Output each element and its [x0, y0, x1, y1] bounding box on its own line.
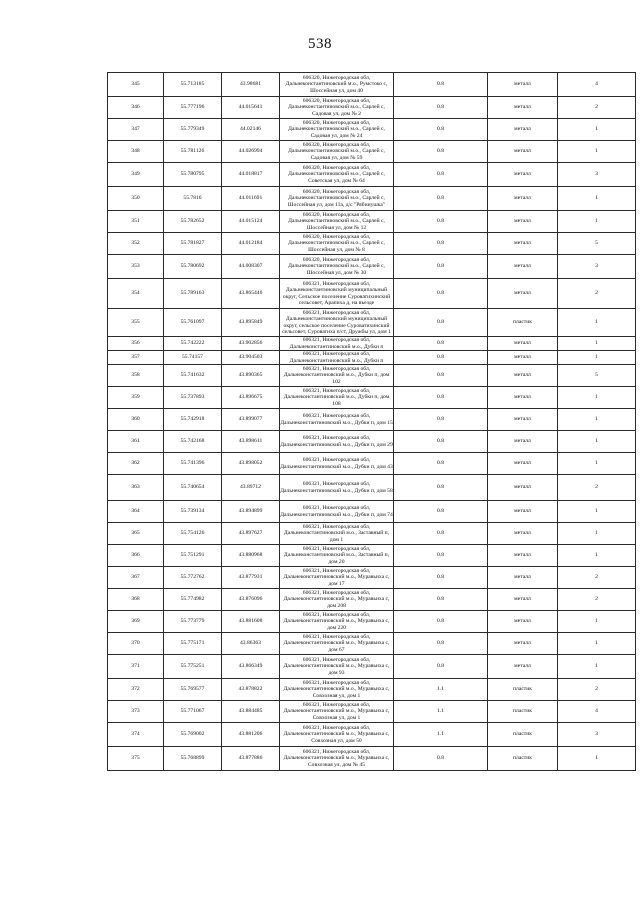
count-cell: 2 [558, 589, 636, 611]
volume-cell: 0.8 [394, 211, 488, 233]
address-cell: 606321, Нижегородская обл, Дальнеконстантиновский муниципальный округ, сельское поселение Суроватихинский сельсовет, Суроватиха п/ст, Дружбы ул, дом 1 [280, 309, 394, 337]
address-cell: 606321, Нижегородская обл, Дальнеконстантиновский м.о., Дубки п, дом 29 [280, 431, 394, 453]
latitude-cell: 55.742918 [164, 409, 222, 431]
row-number: 369 [108, 611, 164, 633]
count-cell: 5 [558, 365, 636, 387]
table-row [108, 309, 636, 337]
row-number: 364 [108, 501, 164, 523]
volume-cell: 0.8 [394, 453, 488, 475]
table-row [108, 233, 636, 255]
count-cell: 1 [558, 387, 636, 409]
count-cell: 1 [558, 545, 636, 567]
count-cell: 2 [558, 279, 636, 309]
latitude-cell: 55.742222 [164, 337, 222, 351]
longitude-cell: 44.026994 [222, 141, 280, 163]
longitude-cell: 43.98681 [222, 73, 280, 97]
latitude-cell: 55.781827 [164, 233, 222, 255]
material-cell: металл [488, 351, 558, 365]
material-cell: металл [488, 233, 558, 255]
count-cell: 2 [558, 475, 636, 501]
longitude-cell: 43.881206 [222, 723, 280, 747]
latitude-cell: 55.780692 [164, 255, 222, 279]
address-cell: 606320, Нижегородская обл, Дальнеконстантиновский м.о., Сарлей с, Советская ул, дом № 64 [280, 163, 394, 187]
address-cell: 606320, Нижегородская обл, Дальнеконстантиновский м.о., Сарлей с, Шоссейная ул, дом № 8 [280, 233, 394, 255]
material-cell: металл [488, 97, 558, 119]
latitude-cell: 55.769577 [164, 679, 222, 701]
row-number: 361 [108, 431, 164, 453]
material-cell: металл [488, 545, 558, 567]
row-number: 354 [108, 279, 164, 309]
latitude-cell: 55.780795 [164, 163, 222, 187]
longitude-cell: 43.877886 [222, 747, 280, 771]
volume-cell: 0.8 [394, 567, 488, 589]
count-cell: 2 [558, 567, 636, 589]
address-cell: 606320, Нижегородская обл, Дальнеконстантиновский м.о., Сарлей с, Шоссейная ул, дом № 12 [280, 211, 394, 233]
latitude-cell: 55.789163 [164, 279, 222, 309]
longitude-cell: 43.878822 [222, 679, 280, 701]
address-cell: 606321, Нижегородская обл, Дальнеконстантиновский м.о., Заставный п, дом 20 [280, 545, 394, 567]
address-cell: 606320, Нижегородская обл, Дальнеконстантиновский м.о., Сарлей с, Садовая ул, дом № 24 [280, 119, 394, 141]
table-row [108, 337, 636, 351]
count-cell: 3 [558, 255, 636, 279]
volume-cell: 0.8 [394, 309, 488, 337]
row-number: 346 [108, 97, 164, 119]
volume-cell: 0.8 [394, 545, 488, 567]
longitude-cell: 43.902856 [222, 337, 280, 351]
row-number: 360 [108, 409, 164, 431]
table-row [108, 747, 636, 771]
material-cell: металл [488, 567, 558, 589]
longitude-cell: 43.896675 [222, 387, 280, 409]
latitude-cell: 55.742168 [164, 431, 222, 453]
volume-cell: 0.8 [394, 523, 488, 545]
table-row [108, 633, 636, 655]
longitude-cell: 43.890365 [222, 365, 280, 387]
material-cell: металл [488, 633, 558, 655]
table-row [108, 141, 636, 163]
material-cell: металл [488, 365, 558, 387]
row-number: 372 [108, 679, 164, 701]
latitude-cell: 55.772762 [164, 567, 222, 589]
count-cell: 1 [558, 141, 636, 163]
row-number: 370 [108, 633, 164, 655]
longitude-cell: 43.876096 [222, 589, 280, 611]
longitude-cell: 44.008307 [222, 255, 280, 279]
table-row [108, 679, 636, 701]
longitude-cell: 44.02146 [222, 119, 280, 141]
table-row [108, 387, 636, 409]
row-number: 356 [108, 337, 164, 351]
count-cell: 4 [558, 73, 636, 97]
volume-cell: 0.8 [394, 431, 488, 453]
address-cell: 606321, Нижегородская обл, Дальнеконстантиновский м.о., Муравьиха с, дом 220 [280, 611, 394, 633]
table-row [108, 611, 636, 633]
longitude-cell: 43.89712 [222, 475, 280, 501]
material-cell: металл [488, 655, 558, 679]
address-cell: 606321, Нижегородская обл, Дальнеконстантиновский м.о., Дубки п, дом 15 [280, 409, 394, 431]
table-row [108, 409, 636, 431]
count-cell: 1 [558, 523, 636, 545]
count-cell: 1 [558, 501, 636, 523]
longitude-cell: 43.904503 [222, 351, 280, 365]
longitude-cell: 43.866349 [222, 655, 280, 679]
latitude-cell: 55.761097 [164, 309, 222, 337]
count-cell: 1 [558, 633, 636, 655]
address-cell: 606321, Нижегородская обл, Дальнеконстантиновский м.о., Заставный п, дом 1 [280, 523, 394, 545]
volume-cell: 0.8 [394, 97, 488, 119]
longitude-cell: 43.86363 [222, 633, 280, 655]
table-row [108, 501, 636, 523]
row-number: 348 [108, 141, 164, 163]
table-row [108, 365, 636, 387]
volume-cell: 0.8 [394, 73, 488, 97]
latitude-cell: 55.751291 [164, 545, 222, 567]
count-cell: 1 [558, 309, 636, 337]
volume-cell: 0.8 [394, 475, 488, 501]
row-number: 355 [108, 309, 164, 337]
longitude-cell: 44.011691 [222, 187, 280, 211]
material-cell: пластик [488, 701, 558, 723]
row-number: 358 [108, 365, 164, 387]
row-number: 352 [108, 233, 164, 255]
address-cell: 606321, Нижегородская обл, Дальнеконстантиновский м.о., Дубки п, дом 43 [280, 453, 394, 475]
table-row [108, 723, 636, 747]
volume-cell: 0.8 [394, 409, 488, 431]
volume-cell: 0.8 [394, 387, 488, 409]
material-cell: металл [488, 211, 558, 233]
longitude-cell: 44.018817 [222, 163, 280, 187]
address-cell: 606321, Нижегородская обл, Дальнеконстантиновский м.о., Дубки п, дом 102 [280, 365, 394, 387]
longitude-cell: 43.899077 [222, 409, 280, 431]
address-cell: 606321, Нижегородская обл, Дальнеконстантиновский м.о., Муравьиха с, Совхозная ул, дом 1 [280, 679, 394, 701]
row-number: 359 [108, 387, 164, 409]
row-number: 357 [108, 351, 164, 365]
count-cell: 1 [558, 409, 636, 431]
address-cell: 606320, Нижегородская обл, Дальнеконстантиновский м.о., Сарлей с, Садовая ул, дом № 59 [280, 141, 394, 163]
latitude-cell: 55.741632 [164, 365, 222, 387]
volume-cell: 0.8 [394, 747, 488, 771]
row-number: 371 [108, 655, 164, 679]
address-cell: 606321, Нижегородская обл, Дальнеконстантиновский м.о., Муравьиха с, дом 93 [280, 655, 394, 679]
volume-cell: 0.8 [394, 255, 488, 279]
latitude-cell: 55.74157 [164, 351, 222, 365]
count-cell: 1 [558, 211, 636, 233]
longitude-cell: 44.015641 [222, 97, 280, 119]
volume-cell: 0.8 [394, 655, 488, 679]
row-number: 365 [108, 523, 164, 545]
address-cell: 606321, Нижегородская обл, Дальнеконстантиновский м.о., Муравьиха с, дом 67 [280, 633, 394, 655]
longitude-cell: 43.877931 [222, 567, 280, 589]
latitude-cell: 55.754126 [164, 523, 222, 545]
longitude-cell: 43.884485 [222, 701, 280, 723]
latitude-cell: 55.775171 [164, 633, 222, 655]
latitude-cell: 55.737893 [164, 387, 222, 409]
table-row [108, 73, 636, 97]
table-row [108, 453, 636, 475]
latitude-cell: 55.741396 [164, 453, 222, 475]
volume-cell: 0.8 [394, 279, 488, 309]
material-cell: пластик [488, 723, 558, 747]
latitude-cell: 55.775251 [164, 655, 222, 679]
count-cell: 3 [558, 723, 636, 747]
volume-cell: 0.8 [394, 365, 488, 387]
volume-cell: 0.8 [394, 501, 488, 523]
latitude-cell: 55.773779 [164, 611, 222, 633]
row-number: 347 [108, 119, 164, 141]
longitude-cell: 43.894899 [222, 501, 280, 523]
longitude-cell: 43.898052 [222, 453, 280, 475]
material-cell: металл [488, 73, 558, 97]
count-cell: 1 [558, 611, 636, 633]
latitude-cell: 55.779349 [164, 119, 222, 141]
volume-cell: 0.8 [394, 611, 488, 633]
volume-cell: 0.8 [394, 233, 488, 255]
material-cell: металл [488, 409, 558, 431]
row-number: 375 [108, 747, 164, 771]
table-row [108, 523, 636, 545]
volume-cell: 0.8 [394, 119, 488, 141]
address-cell: 606321, Нижегородская обл, Дальнеконстантиновский м.о., Дубки п, дом 58 [280, 475, 394, 501]
address-cell: 606320, Нижегородская обл, Дальнеконстантиновский м.о., Сарлей с, Садовая ул, дом № 2 [280, 97, 394, 119]
table-row [108, 279, 636, 309]
table-row [108, 701, 636, 723]
address-cell: 606321, Нижегородская обл, Дальнеконстантиновский м.о., Дубки п, дом 108 [280, 387, 394, 409]
address-cell: 606321, Нижегородская обл, Дальнеконстантиновский м.о., Муравьиха с, дом 17 [280, 567, 394, 589]
latitude-cell: 55.769002 [164, 723, 222, 747]
latitude-cell: 55.740654 [164, 475, 222, 501]
row-number: 366 [108, 545, 164, 567]
address-cell: 606321, Нижегородская обл, Дальнеконстантиновский м.о., Муравьиха с, Совхозная ул, дом № 45 [280, 747, 394, 771]
longitude-cell: 44.012184 [222, 233, 280, 255]
latitude-cell: 55.781126 [164, 141, 222, 163]
longitude-cell: 44.015124 [222, 211, 280, 233]
material-cell: металл [488, 453, 558, 475]
table-row [108, 567, 636, 589]
address-cell: 606321, Нижегородская обл, Дальнеконстантиновский м.о., Дубки п [280, 337, 394, 351]
count-cell: 2 [558, 97, 636, 119]
count-cell: 1 [558, 119, 636, 141]
count-cell: 4 [558, 701, 636, 723]
material-cell: металл [488, 337, 558, 351]
material-cell: пластик [488, 747, 558, 771]
row-number: 353 [108, 255, 164, 279]
table-row [108, 163, 636, 187]
count-cell: 1 [558, 431, 636, 453]
row-number: 349 [108, 163, 164, 187]
longitude-cell: 43.895849 [222, 309, 280, 337]
material-cell: металл [488, 475, 558, 501]
count-cell: 1 [558, 187, 636, 211]
material-cell: металл [488, 187, 558, 211]
material-cell: металл [488, 589, 558, 611]
table-row [108, 475, 636, 501]
page-number: 538 [308, 36, 332, 52]
count-cell: 1 [558, 453, 636, 475]
latitude-cell: 55.777196 [164, 97, 222, 119]
address-cell: 606321, Нижегородская обл, Дальнеконстантиновский муниципальный округ, Сельское поселение Суроватихинский сельсовет, Арапиха д, на въезде [280, 279, 394, 309]
volume-cell: 1.1 [394, 701, 488, 723]
latitude-cell: 55.774982 [164, 589, 222, 611]
latitude-cell: 55.739134 [164, 501, 222, 523]
volume-cell: 0.8 [394, 141, 488, 163]
table-body [108, 73, 636, 771]
table-row [108, 119, 636, 141]
table-row [108, 97, 636, 119]
material-cell: металл [488, 387, 558, 409]
address-cell: 606320, Нижегородская обл, Дальнеконстантиновский м.о., Сарлей с, Шоссейная ул, дом № 30 [280, 255, 394, 279]
row-number: 368 [108, 589, 164, 611]
material-cell: металл [488, 255, 558, 279]
volume-cell: 0.8 [394, 589, 488, 611]
material-cell: металл [488, 141, 558, 163]
table-row [108, 545, 636, 567]
address-cell: 606320, Нижегородская обл, Дальнеконстантиновский м.о., Румстоко с, Шоссейная ул, дом 40 [280, 73, 394, 97]
table-row [108, 211, 636, 233]
row-number: 367 [108, 567, 164, 589]
address-cell: 606320, Нижегородская обл, Дальнеконстантиновский м.о., Сарлей с, Шоссейная ул, дом 11а, д/с "Рябинушка" [280, 187, 394, 211]
longitude-cell: 43.880968 [222, 545, 280, 567]
volume-cell: 1.1 [394, 723, 488, 747]
row-number: 374 [108, 723, 164, 747]
volume-cell: 1.1 [394, 679, 488, 701]
volume-cell: 0.8 [394, 187, 488, 211]
longitude-cell: 43.881608 [222, 611, 280, 633]
count-cell: 5 [558, 233, 636, 255]
volume-cell: 0.8 [394, 351, 488, 365]
volume-cell: 0.8 [394, 633, 488, 655]
material-cell: металл [488, 523, 558, 545]
address-cell: 606321, Нижегородская обл, Дальнеконстантиновский м.о., Муравьиха с, Совхозная ул, дом 50 [280, 723, 394, 747]
material-cell: металл [488, 501, 558, 523]
latitude-cell: 55.782652 [164, 211, 222, 233]
material-cell: металл [488, 119, 558, 141]
address-cell: 606321, Нижегородская обл, Дальнеконстантиновский м.о., Дубки п, дом 74 [280, 501, 394, 523]
latitude-cell: 55.713185 [164, 73, 222, 97]
longitude-cell: 43.865446 [222, 279, 280, 309]
material-cell: пластик [488, 679, 558, 701]
volume-cell: 0.8 [394, 337, 488, 351]
longitude-cell: 43.898611 [222, 431, 280, 453]
table-row [108, 589, 636, 611]
address-cell: 606321, Нижегородская обл, Дальнеконстантиновский м.о., Муравьиха с, дом 208 [280, 589, 394, 611]
count-cell: 1 [558, 337, 636, 351]
material-cell: металл [488, 611, 558, 633]
material-cell: пластик [488, 309, 558, 337]
container-site-table [107, 72, 636, 771]
address-cell: 606321, Нижегородская обл, Дальнеконстантиновский м.о., Дубки п [280, 351, 394, 365]
count-cell: 1 [558, 655, 636, 679]
row-number: 373 [108, 701, 164, 723]
address-cell: 606321, Нижегородская обл, Дальнеконстантиновский м.о., Муравьиха с, Совхозная ул, дом 1 [280, 701, 394, 723]
table-row [108, 351, 636, 365]
count-cell: 3 [558, 163, 636, 187]
table-row [108, 431, 636, 453]
longitude-cell: 43.897627 [222, 523, 280, 545]
latitude-cell: 55.768899 [164, 747, 222, 771]
material-cell: металл [488, 163, 558, 187]
table-row [108, 655, 636, 679]
count-cell: 1 [558, 351, 636, 365]
row-number: 350 [108, 187, 164, 211]
latitude-cell: 55.771067 [164, 701, 222, 723]
count-cell: 1 [558, 747, 636, 771]
volume-cell: 0.8 [394, 163, 488, 187]
row-number: 363 [108, 475, 164, 501]
latitude-cell: 55.7816 [164, 187, 222, 211]
table-row [108, 187, 636, 211]
table-row [108, 255, 636, 279]
row-number: 351 [108, 211, 164, 233]
row-number: 362 [108, 453, 164, 475]
row-number: 345 [108, 73, 164, 97]
count-cell: 2 [558, 679, 636, 701]
material-cell: металл [488, 431, 558, 453]
material-cell: металл [488, 279, 558, 309]
